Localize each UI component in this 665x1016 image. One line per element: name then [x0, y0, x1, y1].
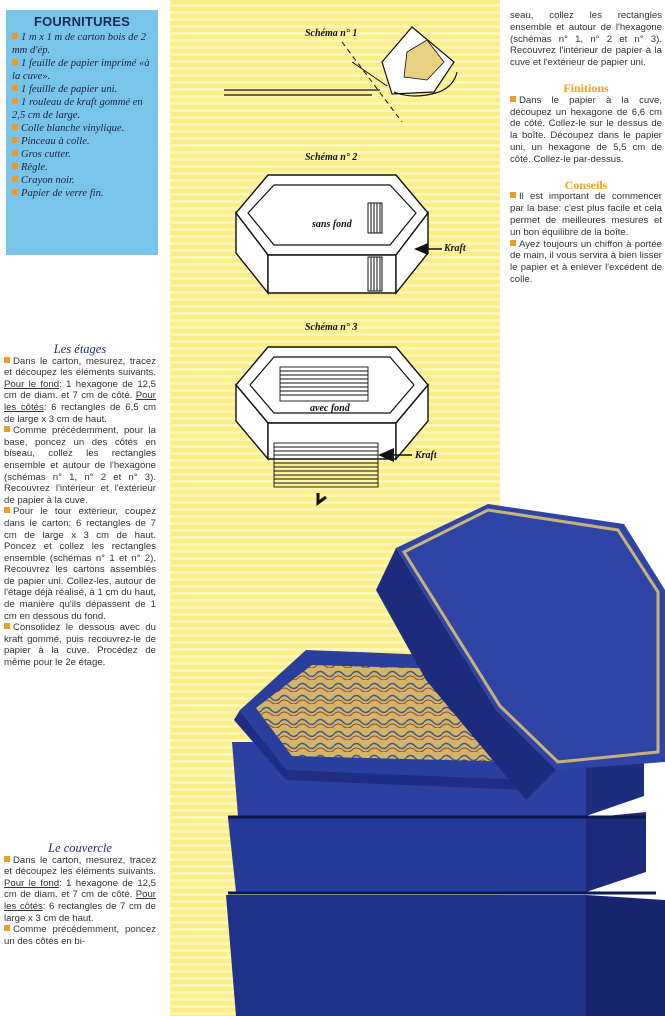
paragraph: Pour le tour extérieur, coupez dans le carton: 6 rectangles de 7 cm de large x 3 cm de haut. Poncez et collez les rectangles ensemble (schémas n° 1 et n° 2). Recouvrez les cartons assemblés de papier uni. Collez-les, autour de l'étage déjà réalisé, à 1 cm du haut, de manière qu'ils dépassent de 1 cm en dessous du fond.: [4, 506, 156, 622]
label-kraft-2: Kraft: [444, 243, 466, 254]
paragraph: Comme précédemment, pour la base, poncez un des côtés en biseau, collez les rectangles ensemble et autour de l'hexagone (schémas n° 1, n° 2 et n° 3). Recouvrez l'intérieur et l'extérieur de papier à la cuve.: [4, 425, 156, 506]
bullet-square-icon: [12, 85, 18, 91]
list-item: Règle.: [12, 161, 152, 174]
label-sans-fond: sans fond: [312, 219, 352, 230]
section-title-couvercle: Le couvercle: [48, 841, 112, 855]
section-couvercle: [4, 843, 156, 947]
list-item: Gros cutter.: [12, 148, 152, 161]
bullet-square-icon: [510, 240, 516, 246]
paragraph: Dans le papier à la cuve, découpez un hexagone de 6,6 cm de côté. Collez-le sur le dessus de la boîte. Découpez dans le papier uni, un hexagone de 5,5 cm de côté. Collez-le par-dessus.: [510, 94, 662, 165]
list-item: Pinceau à colle.: [12, 135, 152, 148]
bullet-square-icon: [12, 124, 18, 130]
label-avec-fond: avec fond: [310, 403, 350, 414]
paragraph: Dans le carton, mesurez, tracez et découpez les éléments suivants. Pour le fond: 1 hexagone de 12,5 cm de diam. et 7 cm de côté. Pour les côtés: 6 rectangles de 6,5 cm de large x 3 cm de haut.: [4, 355, 156, 425]
bullet-square-icon: [12, 176, 18, 182]
paragraph: seau, collez les rectangles ensemble et autour de l'hexagone (schémas n° 1, n° 2 et n° 3). Recouvrez l'intérieur de papier à la cuve et l'extérieur de papier uni.: [510, 10, 662, 69]
list-item: 1 feuille de papier imprimé «à la cuve».: [12, 58, 150, 82]
paragraph: Dans le carton, mesurez, tracez et découpez les éléments suivants. Pour le fond: 1 hexagone de 12,5 cm de diam. et 7 cm de côté. Pour les côtés: 6 rectangles de 7 cm de large x 3 cm de haut.: [4, 854, 156, 924]
paragraph: Consolidez le dessous avec du kraft gommé, puis recouvrez-le de papier à la cuve. Procédez de même pour le 2e étage.: [4, 622, 156, 669]
bullet-square-icon: [12, 163, 18, 169]
heading-finitions: Finitions: [563, 80, 609, 95]
schema-1-title: Schéma n° 1: [305, 28, 358, 39]
bullet-square-icon: [4, 357, 10, 363]
list-item: Colle blanche vinylique.: [12, 122, 152, 135]
schema-2-title: Schéma n° 2: [305, 152, 358, 163]
list-item: Papier de verre fin.: [12, 187, 152, 200]
paragraph: Il est important de commencer par la base: c'est plus facile et cela permet de meilleures mesures et un bon équilibre de la boîte.: [510, 191, 662, 238]
section-etages: [4, 344, 156, 669]
schema-3-title: Schéma n° 3: [305, 322, 358, 333]
bullet-square-icon: [4, 856, 10, 862]
bullet-square-icon: [4, 623, 10, 629]
bullet-square-icon: [510, 192, 516, 198]
list-item: 1 m x 1 m de carton bois de 2 mm d'ép.: [12, 32, 147, 56]
bullet-square-icon: [12, 137, 18, 143]
supplies-box: [6, 10, 158, 255]
bullet-square-icon: [4, 925, 10, 931]
heading-conseils: Conseils: [564, 177, 608, 192]
schema-2-diagram: [228, 165, 468, 300]
bullet-square-icon: [12, 59, 18, 65]
list-item: 1 feuille de papier uni.: [12, 83, 152, 96]
bullet-square-icon: [510, 96, 516, 102]
bullet-square-icon: [12, 150, 18, 156]
schema-1-diagram: [222, 22, 472, 122]
bullet-square-icon: [4, 507, 10, 513]
list-item: Crayon noir.: [12, 174, 152, 187]
paragraph: Comme précédemment, poncez un des côtés en bi-: [4, 924, 156, 947]
supplies-list: [12, 31, 152, 200]
list-item: 1 rouleau de kraft gommé en 2,5 cm de large.: [12, 97, 143, 121]
right-column: [510, 10, 662, 286]
bullet-square-icon: [4, 426, 10, 432]
supplies-title: FOURNITURES: [33, 14, 131, 29]
paragraph: Ayez toujours un chiffon à portée de main, il vous servira à bien lisser le papier et à enlever l'excédent de colle.: [510, 238, 662, 285]
bullet-square-icon: [12, 189, 18, 195]
bullet-square-icon: [12, 98, 18, 104]
bullet-square-icon: [12, 33, 18, 39]
schema-3-diagram: [228, 335, 468, 515]
section-title-etages: Les étages: [53, 342, 107, 356]
hexagonal-box-photo: [226, 500, 665, 1016]
label-kraft-3: Kraft: [415, 450, 437, 461]
